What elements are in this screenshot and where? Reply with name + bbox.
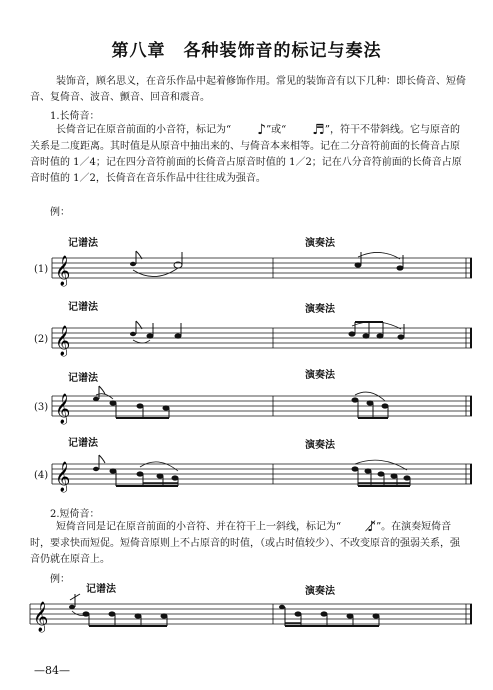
treble-clef-icon: 𝄞 (55, 326, 71, 356)
section1-example-label: 例： (50, 207, 70, 218)
page-number: —84— (34, 664, 70, 677)
example4-index: (4) (34, 470, 49, 481)
section1-text (30, 122, 468, 187)
example1-index: (1) (34, 264, 49, 275)
example3-notation-label: 记谱法 (68, 373, 98, 384)
acciaccatura-symbol: ♪̸ (367, 519, 377, 535)
treble-clef-icon: 𝄞 (33, 602, 49, 632)
section2-staff (0, 598, 493, 638)
chapter-title: 第八章 各种装饰音的标记与奏法 (111, 41, 382, 61)
example1-staff (0, 252, 493, 292)
section2-example-label: 例： (50, 574, 70, 585)
treble-clef-icon: 𝄞 (55, 256, 71, 286)
section1-text-part2: ”，符干不带斜线。它与原音的关系是二度距离。其时值是从原音中抽出来的、与倚音本来相等。记在二分音符前面的长倚音占原音时值的 1／4；记在四分音符前面的长倚音占原音时值的 1／2；记在八分音符前面的长倚音占原音时值的 1／2，长倚音在音乐作品中往往成为强音。 (30, 124, 462, 184)
section2-text-part1: 短倚音同是记在原音前面的小音符、并在符干上一斜线，标记为“ (56, 521, 342, 533)
treble-clef-icon: 𝄞 (55, 394, 71, 424)
section1-text-or: ”或“ (266, 124, 287, 136)
example3-performance-label: 演奏法 (305, 370, 335, 381)
example4-performance-label: 演奏法 (305, 440, 335, 451)
section1-paragraph (30, 122, 468, 187)
example3-index: (3) (34, 402, 49, 413)
example1-notation-label: 记谱法 (68, 238, 98, 249)
example2-staff (0, 322, 493, 362)
section2-notation-label: 记谱法 (86, 584, 116, 595)
example1-performance-label: 演奏法 (305, 238, 335, 249)
section1-text-part1: 长倚音记在原音前面的小音符，标记为“ (56, 124, 232, 136)
treble-clef-icon: 𝄞 (55, 462, 71, 492)
section2-heading: 2.短倚音： (50, 509, 100, 520)
example2-notation-label: 记谱法 (68, 302, 98, 313)
section2-text-part2: ”。在演奏短倚音时，要求快而短促。短倚音原则上不占原音的时值，（或占时值较少）、不改变原音的强弱关系，强音仍就在原音上。 (30, 521, 460, 565)
section2-performance-label: 演奏法 (305, 586, 335, 597)
example4-notation-label: 记谱法 (68, 438, 98, 449)
example3-staff (0, 390, 493, 430)
section2-paragraph (30, 519, 468, 568)
example2-performance-label: 演奏法 (305, 304, 335, 315)
example4-staff (0, 458, 493, 498)
example2-index: (2) (34, 334, 49, 345)
intro-paragraph (30, 74, 468, 106)
intro-text: 装饰音，顾名思义，在音乐作品中起着修饰作用。常见的装饰音有以下几种：即长倚音、短倚音、复倚音、波音、颤音、回音和震音。 (30, 76, 466, 103)
double-eighth-note-symbol: ♬ (312, 122, 325, 138)
section2-text (30, 519, 468, 568)
section1-heading: 1.长倚音： (50, 111, 100, 122)
eighth-note-symbol: ♪ (257, 122, 267, 138)
